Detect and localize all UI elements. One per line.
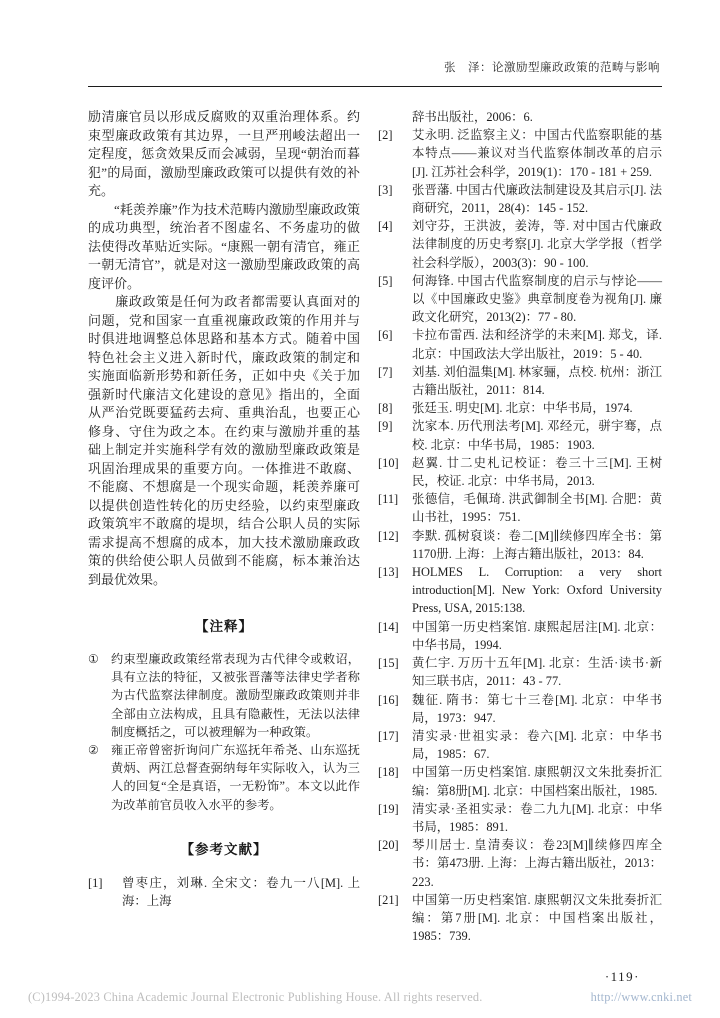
reference-item [378, 181, 662, 217]
reference-label: [13] [378, 565, 399, 580]
copyright-text: (C)1994-2023 China Academic Journal Electronic Publishing House. All rights reserved. [28, 990, 483, 1004]
reference-item [378, 126, 662, 181]
reference-item [378, 727, 662, 763]
reference-item [378, 618, 662, 654]
reference-label: [9] [378, 419, 393, 434]
reference-text: 中国第一历史档案馆. 康熙起居注[M]. 北京：中华书局，1994. [412, 619, 662, 652]
reference-label: [7] [378, 364, 393, 379]
notes-list [88, 650, 360, 814]
reference-label: [15] [378, 656, 399, 671]
reference-item [378, 490, 662, 526]
content-columns [88, 108, 662, 985]
reference-label: [17] [378, 728, 399, 743]
reference-text: 赵翼. 廿二史札记校证：卷三十三[M]. 王树民，校证. 北京：中华书局，2013. [412, 455, 662, 489]
reference-text: 沈家本. 历代刑法考[M]. 邓经元，骈宇骞，点校. 北京：中华书局，1985：1903. [412, 419, 662, 452]
right-column [378, 108, 662, 985]
reference-text: 清实录·世祖实录：卷六[M]. 北京：中华书局，1985：67. [412, 728, 662, 762]
reference-item [378, 654, 662, 690]
left-column [88, 108, 360, 985]
article-body [88, 108, 360, 589]
note-marker: ② [88, 743, 99, 758]
reference-text: 黄仁宇. 万历十五年[M]. 北京：生活·读书·新知三联书店，2011：43 - 77. [412, 656, 662, 689]
reference-text: 艾永明. 泛监察主义：中国古代监察职能的基本特点——兼议对当代监察体制改革的启示[J]. 江苏社会科学，2019(1)：170 - 181 + 259. [412, 128, 662, 179]
reference-item [378, 363, 662, 399]
note-marker: ① [88, 652, 99, 666]
reference-label: [11] [378, 492, 399, 507]
reference-item [378, 417, 662, 453]
reference-text: 刘守芬，王洪波，姜涛，等. 对中国古代廉政法律制度的历史考察[J]. 北京大学学报（哲学社会科学版），2003(3)：90 - 100. [412, 219, 662, 270]
reference-item [378, 891, 662, 946]
reference-item [378, 272, 662, 327]
reference-text: 刘基. 刘伯温集[M]. 林家骊，点校. 杭州：浙江古籍出版社，2011：814. [412, 364, 662, 398]
notes-heading: 【注释】 [195, 619, 253, 634]
reference-text: 清实录·圣祖实录：卷二九九[M]. 北京：中华书局，1985：891. [412, 801, 662, 834]
reference-text: HOLMES L. Corruption: a very short introduction[M]. New York: Oxford University Press, USA, 2015:138. [412, 565, 662, 616]
cnki-url: http://www.cnki.net [590, 990, 692, 1004]
reference-label: [3] [378, 182, 393, 197]
reference-item [378, 454, 662, 490]
reference-label: [6] [378, 328, 393, 343]
reference-text: 张廷玉. 明史[M]. 北京：中华书局，1974. [412, 401, 633, 416]
reference-label: [10] [378, 455, 399, 470]
reference-text: 中国第一历史档案馆. 康熙朝汉文朱批奏折汇编：第8册[M]. 北京：中国档案出版社，1985. [412, 765, 662, 798]
reference-item [378, 563, 662, 618]
reference-item [378, 836, 662, 891]
references-list [378, 126, 662, 945]
reference-continuation: 辞书出版社，2006：6. [412, 110, 533, 124]
reference-label: [5] [378, 273, 393, 288]
reference-label: [16] [378, 692, 399, 707]
body-paragraph: 廉政政策是任何为政者都需要认真面对的问题，党和国家一直重视廉政政策的作用并与时俱进地调整总体思路和基本方式。随着中国特色社会主义进入新时代，廉政政策的制定和实施面临新形势和新任务，正如中央《关于加强新时代廉洁文化建设的意见》指出的，全面从严治党既要猛药去疴、重典治乱，也要正心修身、守住为政之本。在约束与激励并重的基础上制定并实施科学有效的激励型廉政政策是巩固治理成果的重要方向。一体推进不敢腐、不能腐、不想腐是一个现实命题，耗羡养廉可以提供创造性转化的历史经验，以约束型廉政政策筑牢不敢腐的堤坝，结合公职人员的实际需求提高不想腐的成本，加大技术激励廉政政策的供给使公职人员做到不能腐，标本兼治达到最优效果。 [88, 294, 360, 587]
header-rule [88, 86, 662, 87]
reference-label: [2] [378, 128, 393, 143]
body-paragraph: 励清廉官员以形成反腐败的双重治理体系。约束型廉政政策有其边界，一旦严刑峻法超出一定程度，惩贪效果反而会减弱，呈现“朝治而暮犯”的局面，激励型廉政政策可以提供有效的补充。 [88, 109, 360, 198]
reference-label: [8] [378, 401, 393, 416]
running-header: 张 泽：论激励型廉政政策的范畴与影响 [444, 62, 660, 74]
reference-item [378, 691, 662, 727]
reference-text: 何海锋. 中国古代监察制度的启示与悖论——以《中国廉政史鉴》典章制度卷为视角[J]. 廉政文化研究，2013(2)：77 - 80. [412, 273, 662, 325]
reference-item [378, 800, 662, 836]
reference-text: 李默. 孤树裒谈：卷二[M]∥续修四库全书：第1170册. 上海：上海古籍出版社，2013：84. [412, 528, 662, 561]
reference-label: [14] [378, 619, 399, 634]
reference-text: 魏征. 隋书：第七十三卷[M]. 北京：中华书局，1973：947. [412, 692, 662, 725]
note-text: 约束型廉政政策经常表现为古代律令或敕诏，具有立法的特征，又被张晋藩等法律史学者称为古代监察法律制度。激励型廉政政策则并非全部由立法构成，且具有隐蔽性，无法以法律制度概括之，可以被理解为一种政策。 [111, 652, 360, 739]
footer-watermark [28, 990, 692, 1005]
references-heading: 【参考文献】 [180, 841, 268, 857]
reference-item [378, 326, 662, 362]
reference-label: [4] [378, 219, 393, 234]
reference-text: 张晋藩. 中国古代廉政法制建设及其启示[J]. 法商研究，2011，28(4)：145 - 152. [412, 182, 662, 216]
reference-text: 卡拉布雷西. 法和经济学的未来[M]. 郑戈，译. 北京：中国政法大学出版社，2019：5 - 40. [412, 328, 662, 361]
reference-label: [19] [378, 801, 399, 816]
page-number: ·119· [604, 969, 640, 985]
reference-label: [12] [378, 528, 399, 543]
reference-text: 张德信，毛佩琦. 洪武御制全书[M]. 合肥：黄山书社，1995：751. [412, 492, 662, 525]
body-paragraph: “耗羡养廉”作为技术范畴内激励型廉政政策的成功典型，统治者不图虚名、不务虚功的做法使得改革贴近实际。“康熙一朝有清官，雍正一朝无清官”，就是对这一激励型廉政政策的高度评价。 [88, 201, 360, 291]
reference-item [378, 399, 662, 417]
reference-label: [21] [378, 892, 399, 907]
note-item [88, 741, 360, 814]
reference-item [378, 217, 662, 272]
note-text: 雍正帝曾密折询问广东巡抚年希尧、山东巡抚黄炳、两江总督查弼纳每年实际收入，认为三人的回复“全是真语，一无粉饰”。本文以此作为改革前官员收入水平的参考。 [111, 743, 360, 812]
reference-item [88, 874, 360, 910]
reference-text: 曾枣庄，刘琳. 全宋文：卷九一八[M]. 上海：上海 [122, 875, 360, 909]
note-item [88, 650, 360, 741]
reference-label: [20] [378, 838, 399, 853]
reference-label: [1] [88, 875, 103, 890]
reference-item [378, 527, 662, 563]
reference-text: 琴川居士. 皇清奏议：卷23[M]∥续修四库全书：第473册. 上海：上海古籍出版社，2013：223. [412, 838, 662, 889]
reference-label: [18] [378, 765, 399, 780]
reference-item [378, 763, 662, 799]
reference-text: 中国第一历史档案馆. 康熙朝汉文朱批奏折汇编：第7册[M]. 北京：中国档案出版社，1985：739. [412, 892, 662, 944]
